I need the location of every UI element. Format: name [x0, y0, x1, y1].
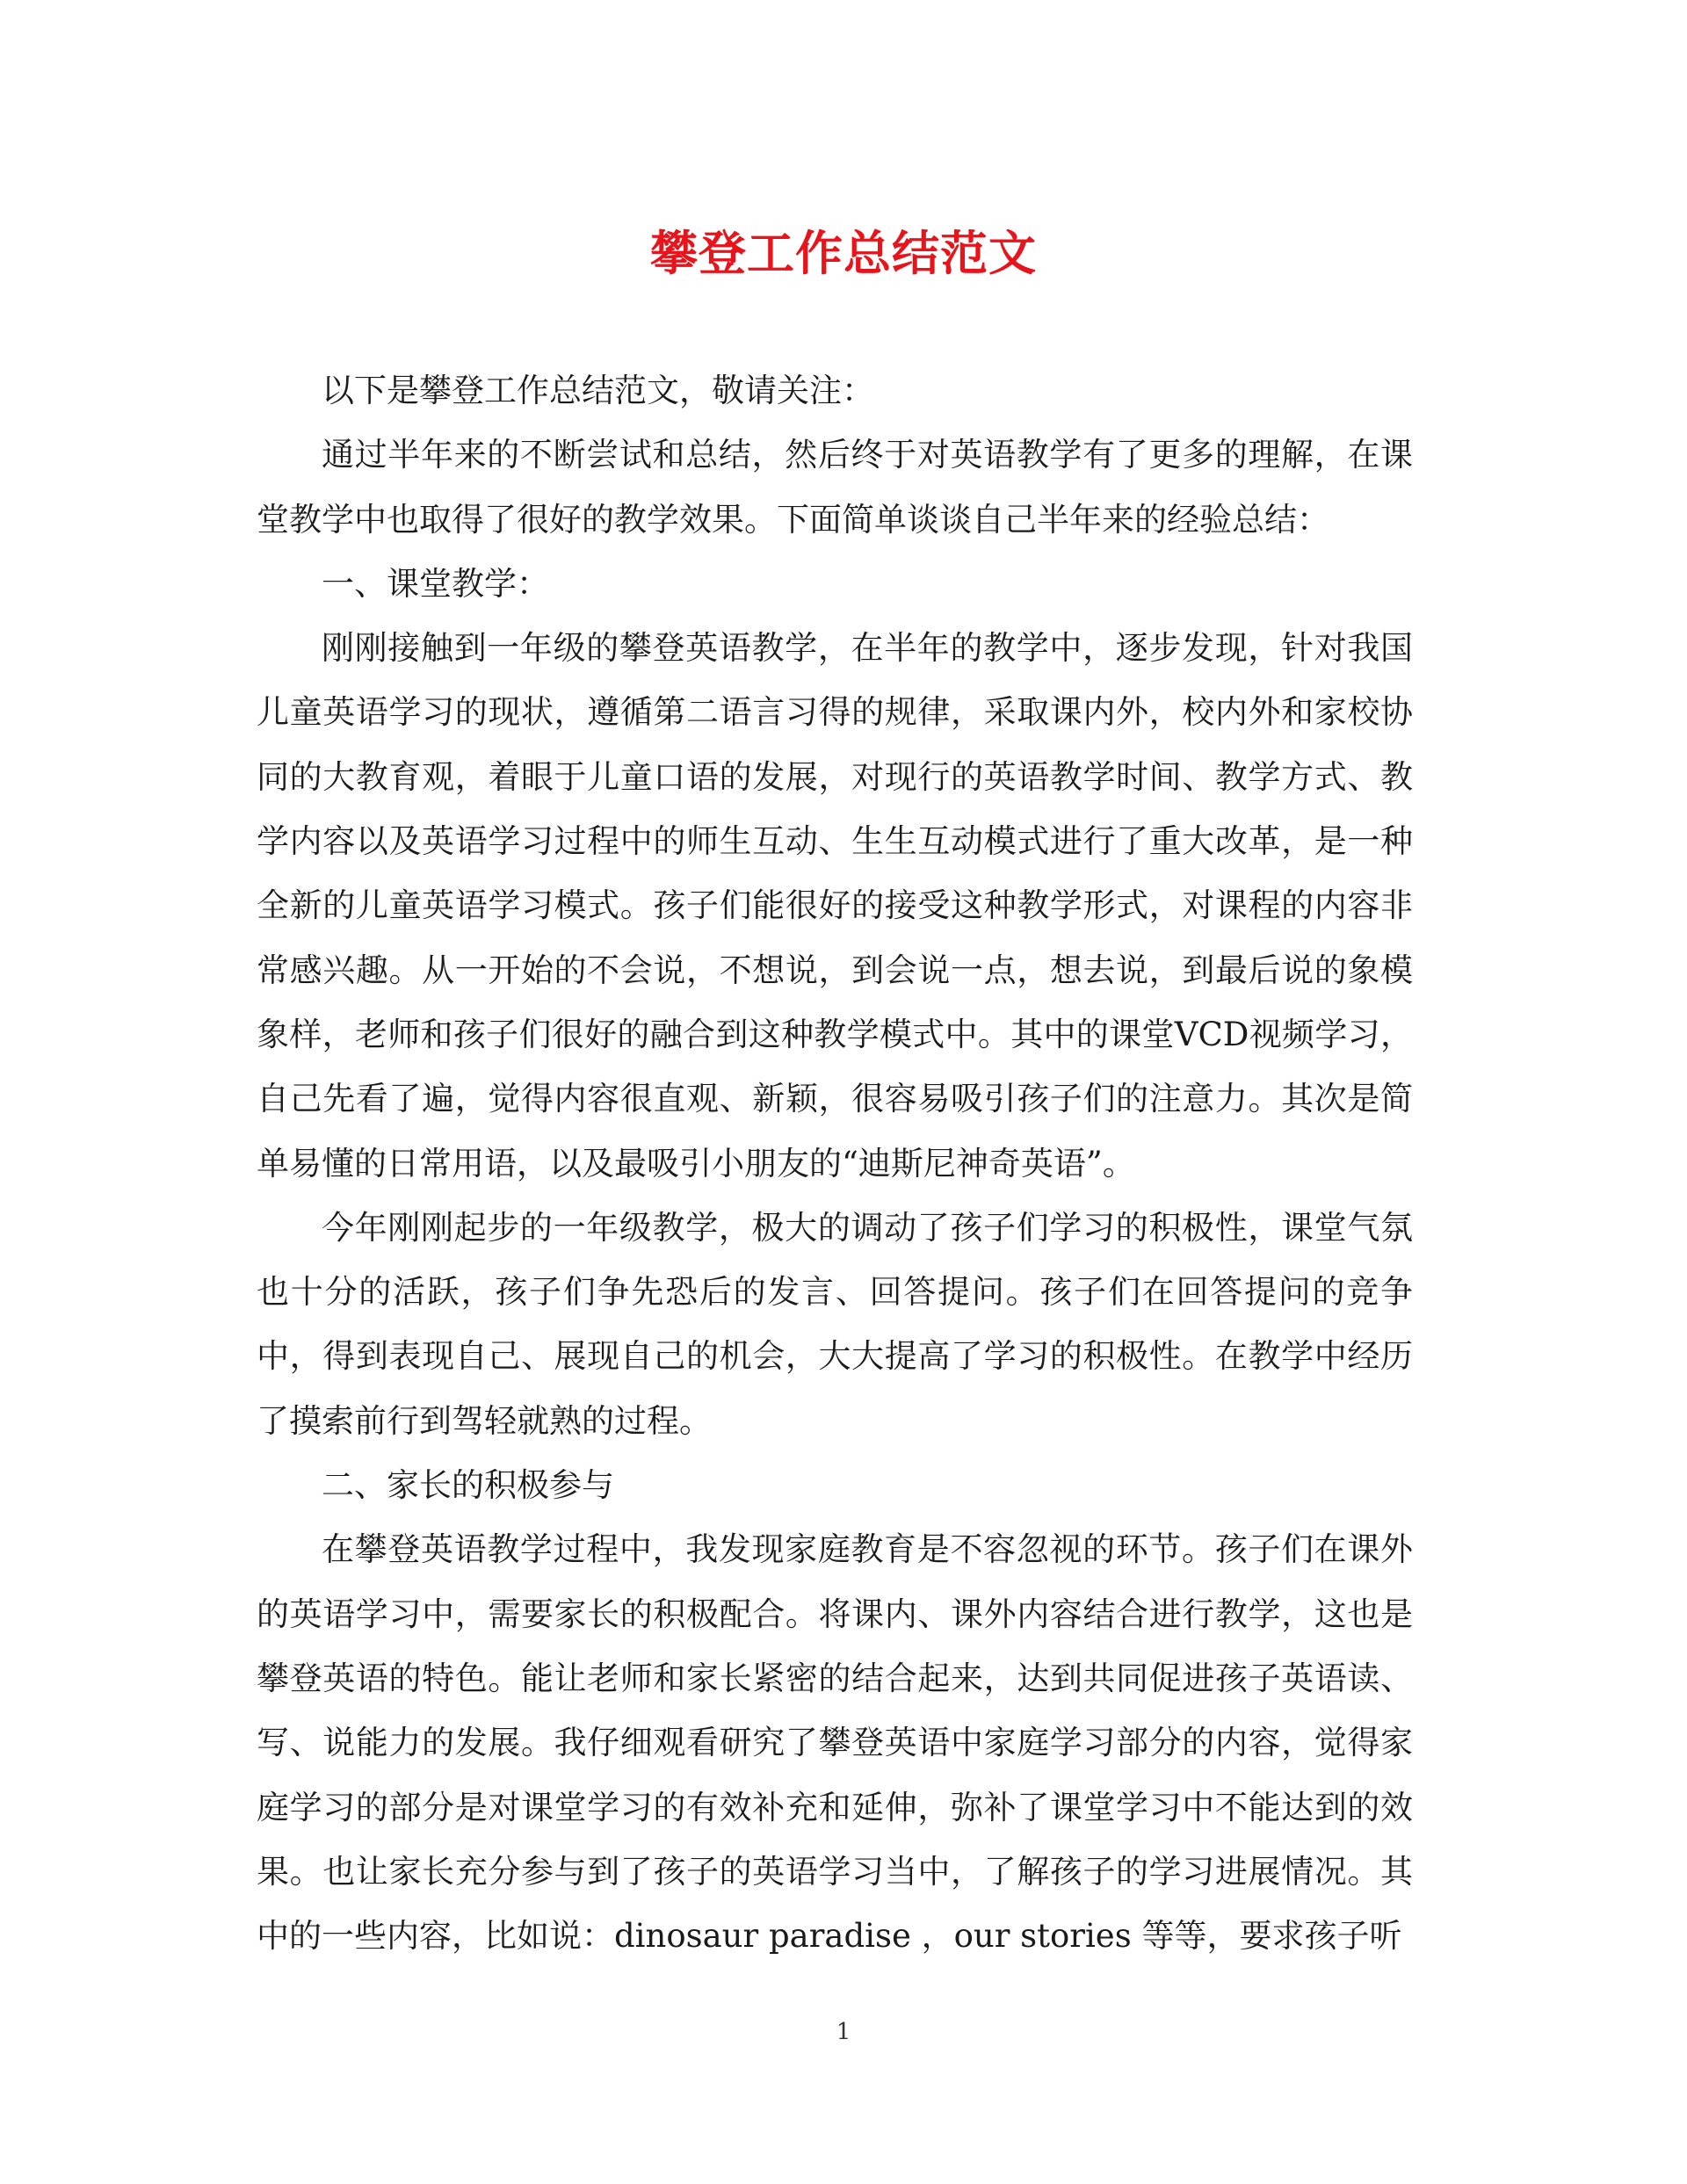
paragraph-overview: 通过半年来的不断尝试和总结，然后终于对英语教学有了更多的理解，在课堂教学中也取得了很好的教学效果。下面简单谈谈自己半年来的经验总结：: [257, 436, 1413, 539]
paragraph-first-grade-teaching: 今年刚刚起步的一年级教学，极大的调动了孩子们学习的积极性，课堂气氛也十分的活跃，孩子们争先恐后的发言、回答提问。孩子们在回答提问的竞争中，得到表现自己、展现自己的机会，大大提高了学习的积极性。在教学中经历了摸索前行到驾轻就熟的过程。: [257, 1208, 1413, 1440]
paragraph-intro: 以下是攀登工作总结范文，敬请关注：: [322, 372, 874, 409]
document-title: 攀登工作总结范文: [650, 225, 1037, 281]
page-number: 1: [836, 2019, 851, 2045]
paragraph-parent-participation: 在攀登英语教学过程中，我发现家庭教育是不容忽视的环节。孩子们在课外的英语学习中，需要家长的积极配合。将课内、课外内容结合进行教学，这也是攀登英语的特色。能让老师和家长紧密的结合起来，达到共同促进孩子英语读、写、说能力的发展。我仔细观看研究了攀登英语中家庭学习部分的内容，觉得家庭学习的部分是对课堂学习的有效补充和延伸，弥补了课堂学习中不能达到的效果。也让家长充分参与到了孩子的英语学习当中，了解孩子的学习进展情况。其中的一些内容，比如说：dinosaur paradise ，our stories 等等，要求孩子听: [257, 1530, 1413, 1956]
paragraph-classroom-teaching: 刚刚接触到一年级的攀登英语教学，在半年的教学中，逐步发现，针对我国儿童英语学习的现状，遵循第二语言习得的规律，采取课内外，校内外和家校协同的大教育观，着眼于儿童口语的发展，对现行的英语教学时间、教学方式、教学内容以及英语学习过程中的师生互动、生生互动模式进行了重大改革，是一种全新的儿童英语学习模式。孩子们能很好的接受这种教学形式，对课程的内容非常感兴趣。从一开始的不会说，不想说，到会说一点，想去说，到最后说的象模象样，老师和孩子们很好的融合到这种教学模式中。其中的课堂VCD视频学习，自己先看了遍，觉得内容很直观、新颖，很容易吸引孩子们的注意力。其次是简单易懂的日常用语，以及最吸引小朋友的“迪斯尼神奇英语”。: [257, 629, 1413, 1182]
section-heading-parent-participation: 二、家长的积极参与: [322, 1466, 614, 1505]
document-body: [257, 358, 1413, 1968]
section-heading-classroom-teaching: 一、课堂教学：: [322, 564, 549, 603]
